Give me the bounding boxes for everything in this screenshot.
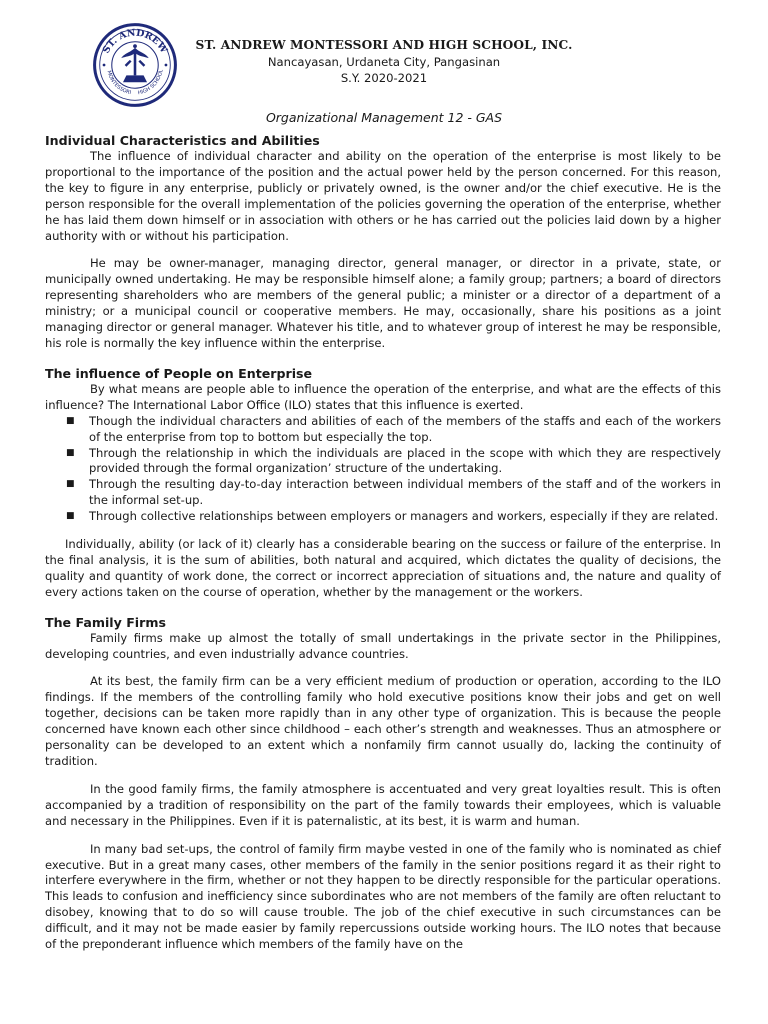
list-item: ■ Though the individual characters and abilities of each of the members of the staffs and each of the workers of the enterprise from top to bottom but especially the top. bbox=[66, 413, 721, 444]
square-bullet-icon: ■ bbox=[66, 415, 75, 426]
paragraph: By what means are people able to influence the operation of the enterprise, and what are the effects of this influence? The International Labor Office (ILO) states that this influence is exerted. bbox=[45, 381, 721, 412]
list-item: ■ Through the resulting day-to-day interaction between individual members of the staff and of the workers in the informal set-up. bbox=[66, 477, 721, 508]
section-heading: The Family Firms bbox=[45, 614, 166, 630]
document-body bbox=[45, 132, 721, 953]
letterhead bbox=[0, 0, 768, 100]
school-address: Nancayasan, Urdaneta City, Pangasinan bbox=[267, 55, 501, 69]
bullet-list bbox=[45, 414, 721, 525]
square-bullet-icon: ■ bbox=[66, 511, 75, 522]
seal-text-right: HIGH SCHOOL bbox=[137, 69, 165, 97]
paragraph: The influence of individual character and ability on the operation of the enterprise is most likely to be proportional to the importance of the position and the actual power held by the person concerned. For this reason, the key to figure in any enterprise, publicly or privately owned, is the owner and/or the chief executive. He is the person responsible for the overall implementation of the policies governing the operation of the enterprise, whether he has laid them down himself or in association with others or he has carried out the policies laid down by a higher authority with or without his participation. bbox=[45, 149, 721, 243]
school-year: S.Y. 2020-2021 bbox=[340, 71, 428, 85]
paragraph: Family firms make up almost the totally of small undertakings in the private sector in the Philippines, developing countries, and even industrially advance countries. bbox=[45, 630, 721, 661]
list-item: ■ Through collective relationships between employers or managers and workers, especially if they are related. bbox=[66, 509, 719, 524]
section-heading: The influence of People on Enterprise bbox=[45, 365, 313, 381]
seal-text-top: ST. ANDREW bbox=[100, 27, 170, 56]
paragraph: In the good family firms, the family atmosphere is accentuated and very great loyalties result. This is often accompanied by a tradition of responsibility on the part of the family towards their employees, which is valuable and necessary in the Philippines. Even if it is paternalistic, at its best, it is warm and human. bbox=[45, 781, 721, 828]
section-heading: Individual Characteristics and Abilities bbox=[45, 133, 320, 148]
paragraph: Individually, ability (or lack of it) clearly has a considerable bearing on the success or failure of the enterprise. In the final analysis, it is the sum of abilities, both natural and acquired, which dictates the quality of decisions, the quality and quantity of work done, the correct or incorrect appreciation of situations and, the nature and quality of every actions taken on the course of operation, whether by the management or the workers. bbox=[45, 537, 721, 599]
square-bullet-icon: ■ bbox=[66, 447, 75, 458]
paragraph: At its best, the family firm can be a very efficient medium of production or operation, according to the ILO findings. If the members of the controlling family who hold executive positions know their jobs and get on well together, decisions can be taken more rapidly than in any other type of organization. This is because the people concerned have known each other since childhood – each other’s strength and weaknesses. Thus an atmosphere or personality can be developed to an extent which a nonfamily firm cannot usually do, lacking the continuity of tradition. bbox=[45, 674, 721, 768]
document-title: Organizational Management 12 - GAS bbox=[265, 110, 503, 125]
paragraph: He may be owner-manager, managing director, general manager, or director in a private, state, or municipally owned undertaking. He may be responsible himself alone; a family group; partners; a board of directors representing shareholders who are members of the general public; a minister or a director of a department of a ministry; or a municipal council or cooperative members. He may, occasionally, share his positions as a joint managing director or general manager. Whatever his title, and to whatever group of interest he may be responsible, his role is normally the key influence within the enterprise. bbox=[45, 256, 721, 350]
square-bullet-icon: ■ bbox=[66, 479, 75, 490]
seal-text-left: MONTESSORI bbox=[105, 70, 132, 97]
school-name: ST. ANDREW MONTESSORI AND HIGH SCHOOL, INC. bbox=[195, 38, 573, 52]
paragraph: In many bad set-ups, the control of family firm maybe vested in one of the family who is nominated as chief executive. But in a great many cases, other members of the family in the senior positions regard it as their right to interfere everywhere in the firm, whether or not they happen to be directly responsible for the particular operations. This leads to confusion and inefficiency since subordinates who are not members of the family are often reluctant to disobey, knowing that to do so will cause trouble. The job of the chief executive in such circumstances can be difficult, and it may not be made easier by family repercussions outside working hours. The ILO notes that because of the preponderant influence which members of the family have on the bbox=[45, 841, 721, 952]
list-item: ■ Through the relationship in which the individuals are placed in the scope with which they are respectively provided through the formal organization’ structure of the undertaking. bbox=[66, 445, 721, 476]
